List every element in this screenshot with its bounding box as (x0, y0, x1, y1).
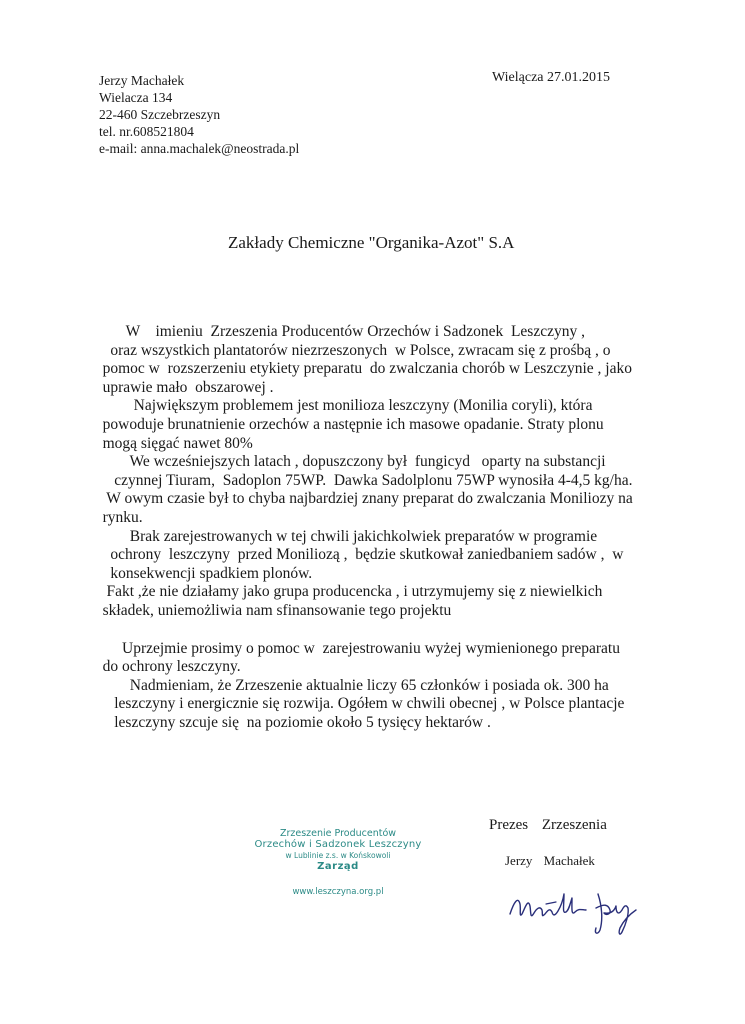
body-line: Uprzejmie prosimy o pomoc w zarejestrowaniu wyżej wymienionego preparatu (91, 639, 620, 657)
recipient: Zakłady Chemiczne "Organika-Azot" S.A (228, 233, 515, 252)
body-line: rynku. (91, 508, 143, 526)
signature-title: Prezes Zrzeszenia (489, 817, 607, 833)
body-line: pomoc w rozszerzeniu etykiety preparatu do zwalczania chorób w Leszczynie , jako (91, 360, 632, 378)
sender-street: Wielacza 134 (99, 90, 173, 105)
sender-phone: tel. nr.608521804 (99, 124, 194, 139)
body-line: W owym czasie był to chyba najbardziej znany preparat do zwalczania Moniliozy na (91, 490, 633, 508)
body-line: do ochrony leszczyny. (91, 658, 241, 676)
body-line: W imieniu Zrzeszenia Producentów Orzechów i Sadzonek Leszczyny , (91, 323, 585, 340)
handwritten-signature (506, 880, 656, 940)
sender-email: e-mail: anna.machalek@neostrada.pl (99, 141, 300, 156)
body-line: uprawie mało obszarowej . (91, 378, 274, 396)
sender-city: 22-460 Szczebrzeszyn (99, 107, 221, 122)
body-line: leszczyny szcuje się na poziomie około 5 tysięcy hektarów . (91, 713, 491, 731)
stamp-line-1: Zrzeszenie Producentów (279, 828, 397, 839)
body-line: ochrony leszczyny przed Moniliozą , będzie skutkował zaniedbaniem sadów , w (91, 546, 624, 564)
signature-name: Jerzy Machałek (505, 853, 595, 868)
organization-stamp (238, 828, 438, 897)
stamp-line-4: Zarząd (317, 861, 359, 872)
body-line: Największym problemem jest monilioza leszczyny (Monilia coryli), która (91, 397, 593, 415)
letter-body (91, 323, 671, 732)
body-line: We wcześniejszych latach , dopuszczony był fungicyd oparty na substancji (91, 453, 606, 471)
stamp-website: www.leszczyna.org.pl (292, 887, 384, 897)
body-line: Brak zarejestrowanych w tej chwili jakichkolwiek preparatów w programie (91, 527, 598, 545)
body-line: mogą sięgać nawet 80% (91, 434, 253, 452)
body-line: Fakt ,że nie działamy jako grupa producencka , i utrzymujemy się z niewielkich (91, 583, 603, 601)
body-line: leszczyny i energicznie się rozwija. Ogółem w chwili obecnej , w Polsce plantacje (91, 695, 625, 713)
sender-address (99, 72, 299, 157)
sender-name: Jerzy Machałek (99, 73, 185, 88)
body-line: oraz wszystkich plantatorów niezrzeszonych w Polsce, zwracam się z prośbą , o (91, 341, 611, 359)
place-date: Wielącza 27.01.2015 (492, 70, 611, 85)
body-line: Nadmieniam, że Zrzeszenie aktualnie liczy 65 członków i posiada ok. 300 ha (91, 676, 609, 694)
body-line: czynnej Tiuram, Sadoplon 75WP. Dawka Sadolplonu 75WP wynosiła 4-4,5 kg/ha. (91, 471, 633, 489)
paragraph-gap (91, 621, 671, 640)
stamp-line-2: Orzechów i Sadzonek Leszczyny (254, 839, 422, 850)
stamp-line-3: w Lublinie z.s. w Końskowoli (285, 851, 391, 860)
body-line: powoduje brunatnienie orzechów a następnie ich masowe opadanie. Straty plonu (91, 415, 604, 433)
body-line: konsekwencji spadkiem plonów. (91, 564, 313, 582)
body-line: składek, uniemożliwia nam sfinansowanie tego projektu (91, 601, 452, 619)
